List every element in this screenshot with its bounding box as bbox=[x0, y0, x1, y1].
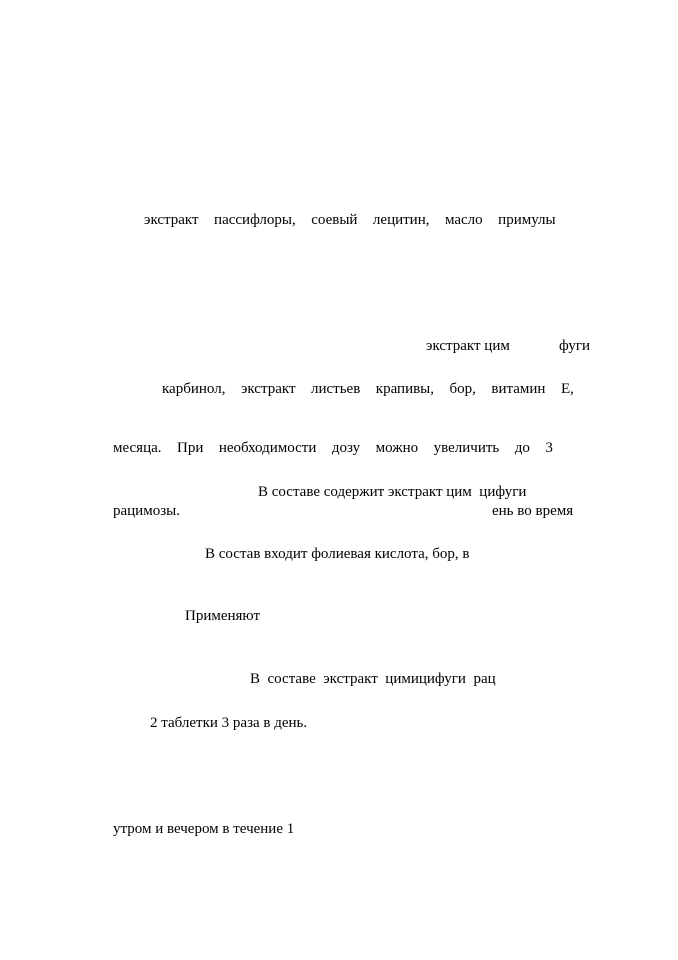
text-line-racimosy: рацимозы. bbox=[113, 503, 180, 519]
text-line-months: месяца. При необходимости дозу можно увеличить до 3 bbox=[113, 440, 553, 456]
text-line-folic-acid: В состав входит фолиевая кислота, бор, в bbox=[205, 546, 470, 562]
text-line-composition-contains: В составе содержит экстракт цим цифуги bbox=[258, 484, 527, 500]
text-line-morning-evening: утром и вечером в течение 1 bbox=[113, 821, 295, 837]
text-line-apply: Применяют bbox=[185, 608, 260, 624]
text-line-carbinol: карбинол, экстракт листьев крапивы, бор, витамин Е, bbox=[162, 381, 574, 397]
text-line-dosage: 2 таблетки 3 раза в день. bbox=[150, 715, 308, 731]
text-line-cimicifuga: В составе экстракт цимицифуги рац bbox=[250, 671, 496, 687]
text-line-fugi: фуги bbox=[559, 338, 591, 354]
text-line-extract-cim: экстракт цим bbox=[426, 338, 510, 354]
text-line-passiflora: экстракт пассифлоры, соевый лецитин, масло примулы bbox=[144, 212, 556, 228]
text-line-day-during: ень во время bbox=[492, 503, 574, 519]
